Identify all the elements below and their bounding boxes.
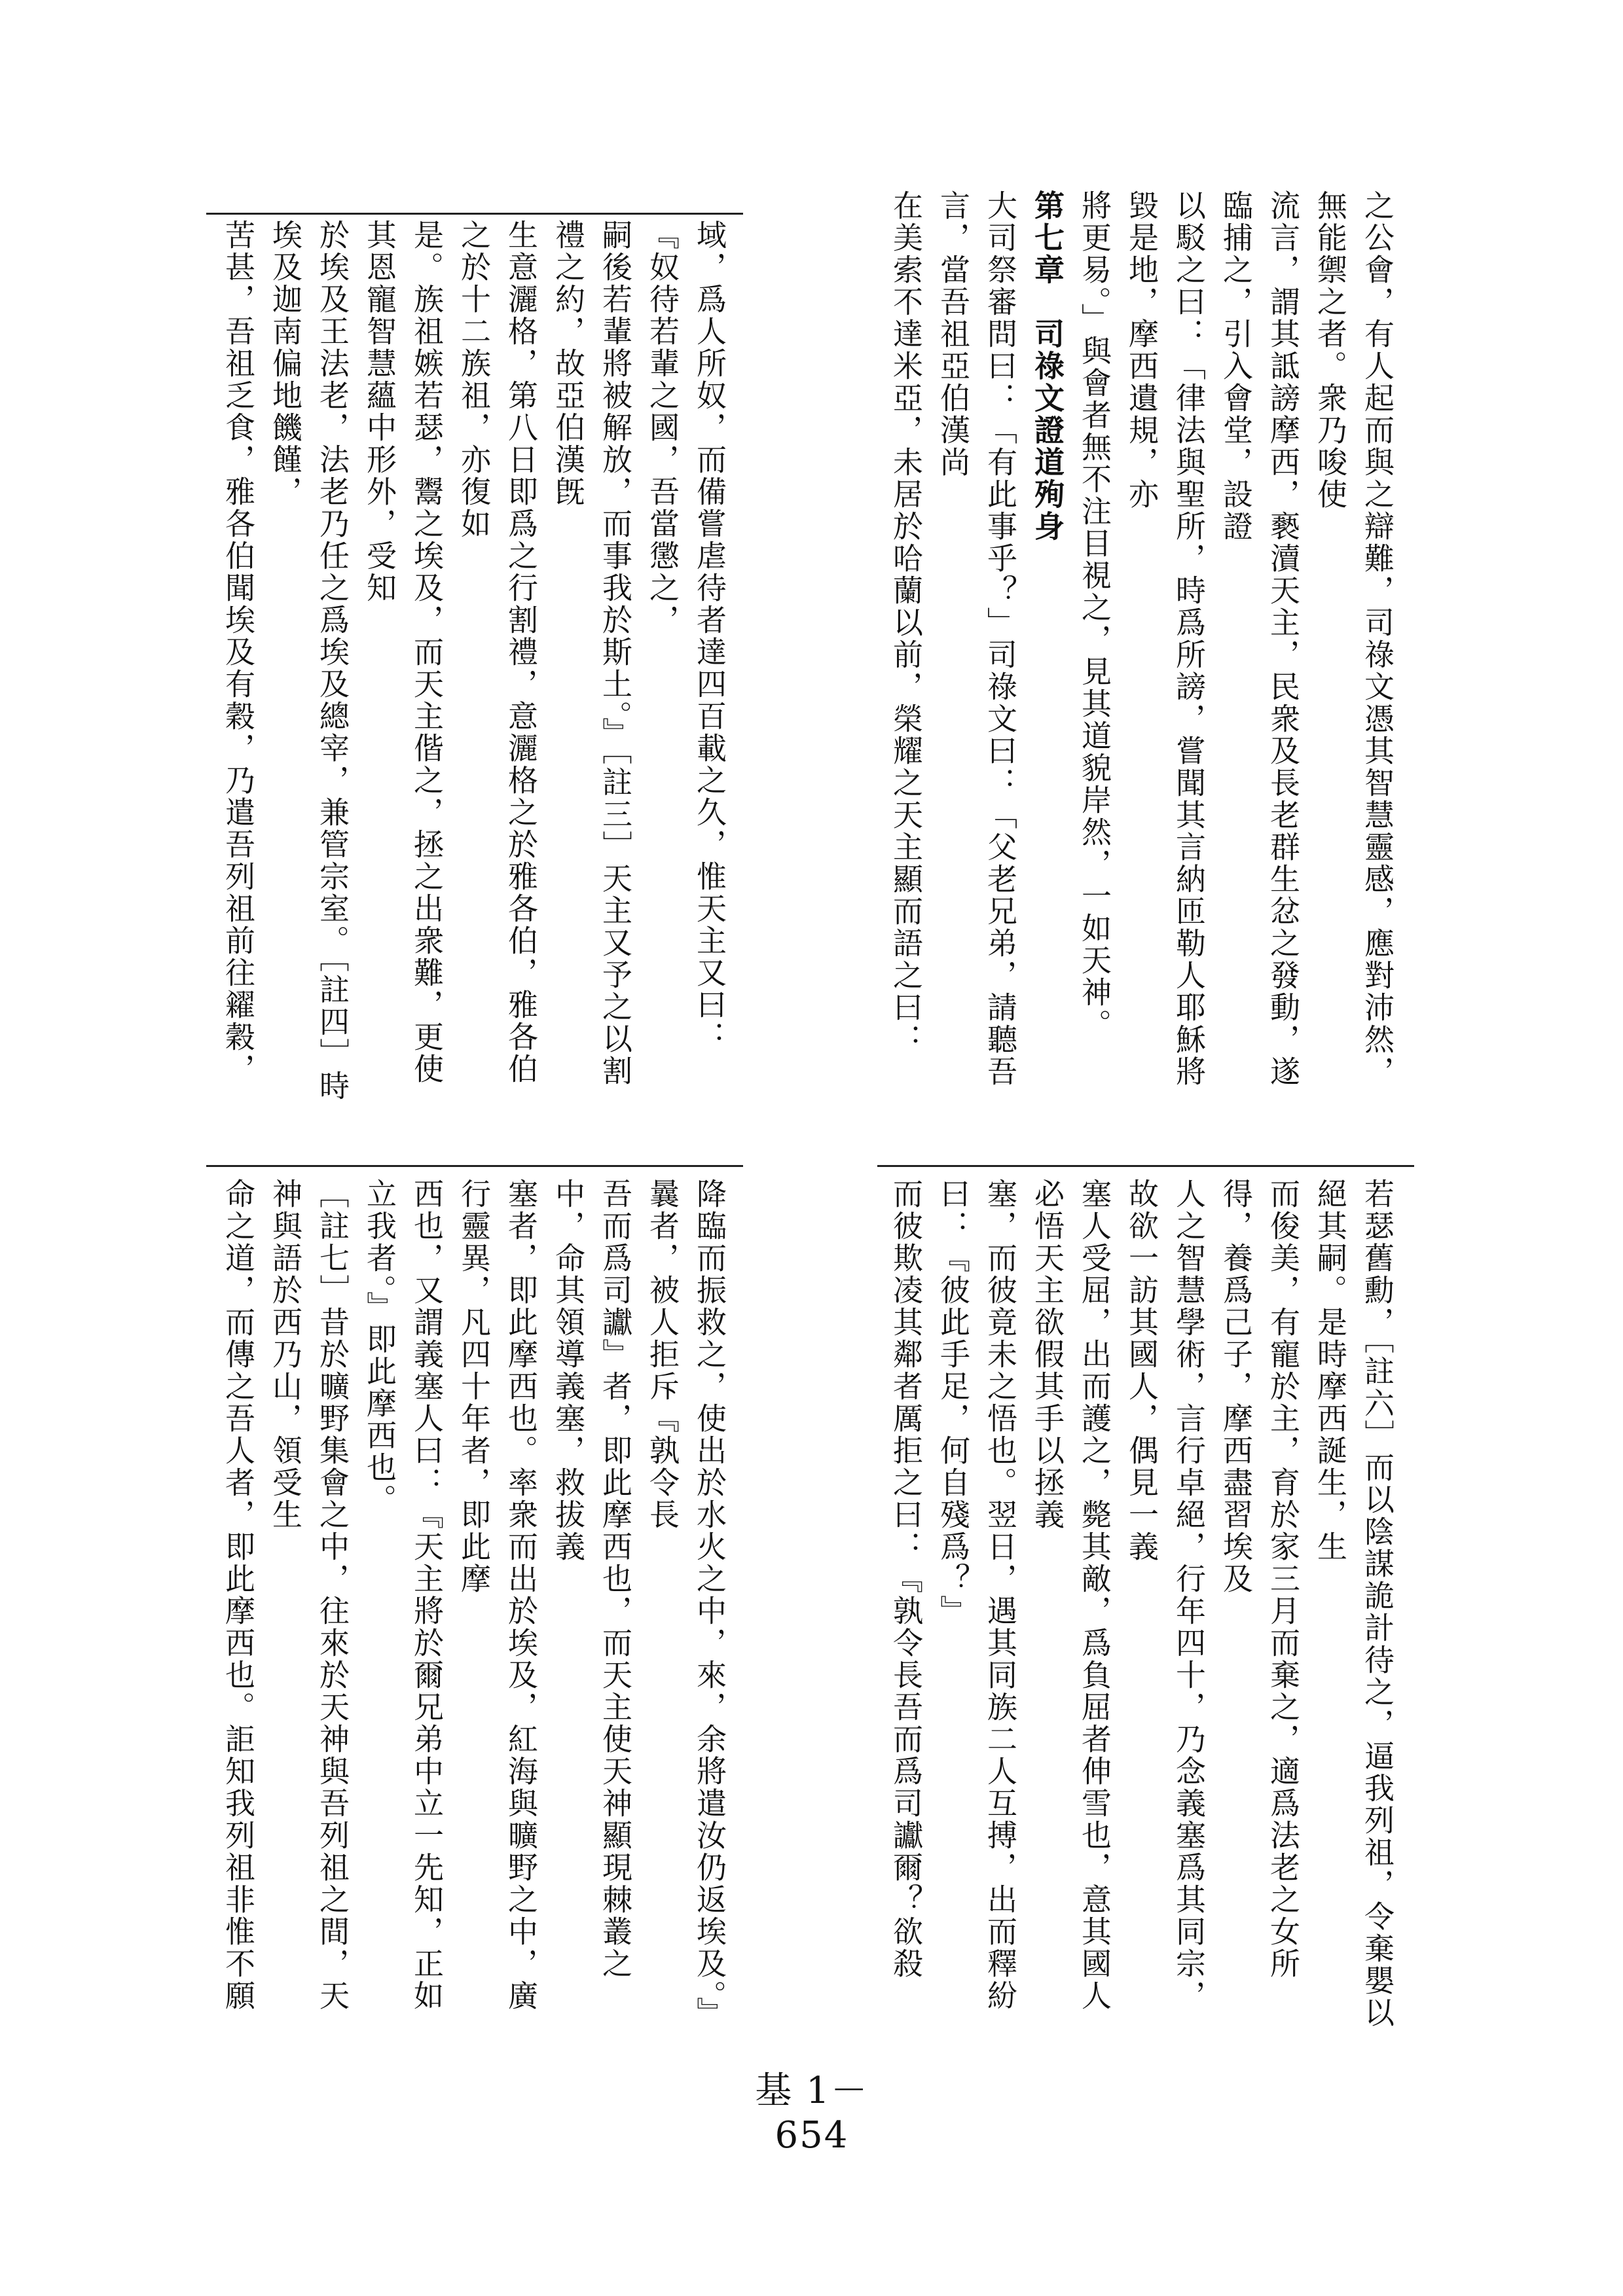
text-column: 若瑟舊勳，［註六］而以陰謀詭計待之，逼我列祖，令棄嬰以絕其嗣。是時摩西誕生，生	[1313, 1178, 1395, 2029]
text-column: 之公會，有人起而與之辯難，司祿文憑其智慧靈感，應對沛然，無能禦之者。衆乃唆使	[1313, 190, 1395, 1088]
text-column: 吾而爲司讞』者，即此摩西也，而天主使天神顯現棘叢之中，命其領導義塞，救拔義	[551, 1178, 633, 1980]
bottom-left-panel-rule	[206, 1165, 743, 1167]
text-column: 降臨而振救之，使出於水火之中，來，余將遣汝仍返埃及。』曩者，被人拒斥『孰令長	[645, 1178, 727, 2029]
text-column: 苦甚，吾祖乏食，雅各伯聞埃及有穀，乃遣吾列祖前往糴穀，	[221, 219, 256, 1085]
text-column: 塞，而彼竟未之悟也。翌日，遇其同族二人互搏，出而釋紛曰：『彼此手足，何自殘爲？』	[936, 1178, 1018, 2012]
text-column: 在美索不達米亞，未居於哈蘭以前，榮耀之天主顯而語之曰：	[888, 190, 924, 1056]
text-column: 西也，又謂義塞人曰：『天主將於爾兄弟中立一先知，正如立我者。』即此摩西也。	[362, 1178, 445, 2012]
text-column: 塞者，即此摩西也。率衆而出於埃及，紅海與曠野之中，廣行靈異，凡四十年者，即此摩	[456, 1178, 539, 2012]
text-column: 而彼欺凌其鄰者厲拒之曰：『孰令長吾而爲司讞爾？欲殺	[888, 1178, 924, 1980]
text-column: 塞人受屈，出而護之，斃其敵，爲負屈者伸雪也，意其國人必悟天主欲假其手以拯義	[1030, 1178, 1112, 2012]
text-panel-bottom-left	[210, 1178, 733, 2042]
text-column: 大司祭審問曰：「有此事乎？」司祿文曰：「父老兄弟，請聽吾言，當吾祖亞伯漢尚	[936, 190, 1018, 1088]
text-column: 是。族祖嫉若瑟，鬻之埃及，而天主偕之，拯之出衆難，更使其恩寵智慧蘊中形外，受知	[362, 219, 445, 1085]
text-column: 以駁之曰：「律法與聖所，時爲所謗，嘗聞其言納匝勒人耶穌將毀是地，摩西遺規，亦	[1124, 190, 1207, 1088]
bottom-right-panel-rule	[877, 1165, 1414, 1167]
chapter-heading: 第七章 司祿文證道殉身	[1030, 190, 1065, 543]
text-column: 命之道，而傳之吾人者，即此摩西也。詎知我列祖非惟不願	[221, 1178, 256, 2012]
text-column: ［註七］昔於曠野集會之中，往來於天神與吾列祖之間，天神與語於西乃山，領受生	[268, 1178, 350, 2012]
text-panel-top-left	[210, 219, 733, 1116]
text-column: 而俊美，有寵於主，育於家三月而棄之，適爲法老之女所得，養爲己子，摩西盡習埃及	[1218, 1178, 1301, 1980]
text-column: 流言，謂其詆謗摩西，褻瀆天主，民衆及長老群生忿之發動，遂臨捕之，引入會堂，設證	[1218, 190, 1301, 1088]
text-column: 生意灑格，第八日即爲之行割禮，意灑格之於雅各伯，雅各伯之於十二族祖，亦復如	[456, 219, 539, 1085]
text-panel-bottom-right	[877, 1178, 1401, 2042]
text-column: 將更易。」與會者無不注目視之，見其道貌岸然，一如天神。	[1077, 190, 1112, 1041]
text-column: 嗣後若輩將被解放，而事我於斯土。』［註三］天主又予之以割禮之約，故亞伯漢旣	[551, 219, 633, 1087]
page-number: 基 1－654	[755, 2070, 869, 2157]
top-left-panel-rule	[206, 213, 743, 215]
text-column: 於埃及王法老，法老乃任之爲埃及總宰，兼管宗室。［註四］時埃及迦南偏地饑饉，	[268, 219, 350, 1102]
text-column: 域，爲人所奴，而備嘗虐待者達四百載之久，惟天主又曰：『奴待若輩之國，吾當懲之，	[645, 219, 727, 1053]
text-column: 人之智慧學術，言行卓絕，行年四十，乃念義塞爲其同宗，故欲一訪其國人，偶見一義	[1124, 1178, 1207, 2012]
text-panel-top-right	[877, 190, 1401, 1106]
